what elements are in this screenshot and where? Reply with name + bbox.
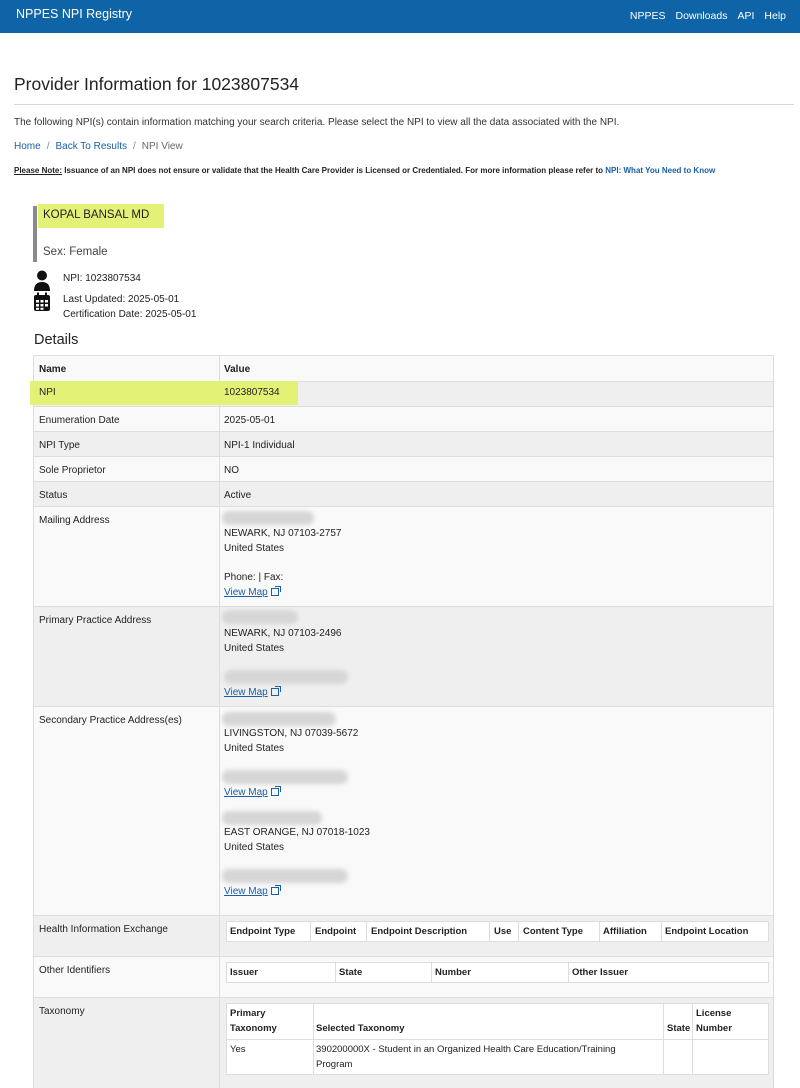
column-divider	[219, 356, 220, 381]
column-divider	[219, 457, 220, 481]
row-name: Status	[39, 490, 68, 501]
redacted-phone	[222, 770, 348, 784]
note-lead: Please Note:	[14, 166, 63, 175]
external-link-icon	[271, 887, 279, 895]
row-name: Primary Practice Address	[39, 615, 152, 626]
hie-col-endpoint-type: Endpoint Type	[230, 926, 296, 937]
column-divider	[219, 957, 220, 997]
breadcrumb	[14, 141, 183, 152]
row-value: 1023807534	[224, 387, 280, 398]
nav-downloads[interactable]: Downloads	[675, 10, 728, 22]
other-identifiers-subtable	[226, 962, 769, 983]
header-name: Name	[39, 364, 67, 375]
secondary-a-city: LIVINGSTON, NJ 07039-5672	[224, 728, 359, 739]
tax-col-selected: Selected Taxonomy	[316, 1023, 405, 1034]
calendar-icon	[33, 292, 51, 312]
mailing-phone: Phone: | Fax:	[224, 572, 284, 583]
breadcrumb-separator: /	[132, 141, 136, 152]
breadcrumb-separator: /	[46, 141, 50, 152]
brand-logo[interactable]: NPPES NPI Registry	[16, 7, 133, 21]
tax-col-primary: Primary	[230, 1008, 266, 1019]
provider-accent-bar	[33, 206, 37, 262]
row-value: 2025-05-01	[224, 415, 276, 426]
view-map-label: View Map	[224, 787, 268, 798]
top-navbar	[0, 0, 800, 33]
row-name: Mailing Address	[39, 515, 110, 526]
row-name: Sole Proprietor	[39, 465, 106, 476]
hie-col-endpoint-description: Endpoint Description	[371, 926, 468, 937]
mailing-view-map-link[interactable]	[224, 587, 279, 598]
hie-col-content-type: Content Type	[523, 926, 583, 937]
column-divider	[219, 607, 220, 706]
provider-name: KOPAL BANSAL MD	[43, 209, 150, 221]
oi-col-number: Number	[435, 967, 471, 978]
column-divider	[219, 707, 220, 915]
breadcrumb-back-to-results[interactable]: Back To Results	[55, 141, 127, 152]
tax-selected-value: Program	[316, 1059, 353, 1070]
subtable-divider	[313, 1004, 314, 1074]
title-divider	[14, 104, 794, 105]
primary-view-map-link[interactable]	[224, 687, 279, 698]
header-value: Value	[224, 364, 251, 375]
redacted-street	[222, 511, 314, 525]
please-note	[14, 166, 715, 175]
tax-col-license: Number	[696, 1023, 732, 1034]
subtable-divider	[692, 1004, 693, 1074]
nav-links	[630, 10, 786, 22]
tax-col-license: License	[696, 1008, 732, 1019]
subtable-divider	[518, 922, 519, 941]
column-divider	[219, 916, 220, 956]
column-divider	[219, 407, 220, 431]
view-map-label: View Map	[224, 587, 268, 598]
redacted-street	[222, 712, 336, 726]
taxonomy-row	[34, 997, 773, 1088]
provider-sex: Sex: Female	[43, 246, 108, 258]
hie-col-affiliation: Affiliation	[603, 926, 647, 937]
nav-api[interactable]: API	[737, 10, 755, 22]
table-row	[34, 456, 773, 481]
hie-subtable	[226, 921, 769, 942]
tax-primary-value: Yes	[230, 1044, 246, 1055]
row-name: NPI Type	[39, 440, 80, 451]
subtable-divider	[489, 922, 490, 941]
oi-col-issuer: Issuer	[230, 967, 258, 978]
hie-col-use: Use	[494, 926, 512, 937]
note-text: Issuance of an NPI does not ensure or validate that the Health Care Provider is Licensed or Credentialed. For more information please refer to	[62, 166, 606, 175]
subtable-divider	[335, 963, 336, 982]
row-value: NPI-1 Individual	[224, 440, 295, 451]
row-name: Enumeration Date	[39, 415, 120, 426]
intro-text: The following NPI(s) contain information matching your search criteria. Please select the NPI to view all the data associated with the NPI.	[14, 117, 620, 128]
row-name: Health Information Exchange	[39, 924, 168, 935]
view-map-label: View Map	[224, 886, 268, 897]
redacted-street	[222, 610, 298, 624]
primary-city: NEWARK, NJ 07103-2496	[224, 628, 342, 639]
column-divider	[219, 507, 220, 606]
other-identifiers-row	[34, 956, 773, 997]
primary-country: United States	[224, 643, 285, 654]
oi-col-state: State	[339, 967, 363, 978]
row-name: Secondary Practice Address(es)	[39, 715, 182, 726]
tax-col-primary: Taxonomy	[230, 1023, 277, 1034]
subtable-divider	[227, 1039, 768, 1040]
subtable-divider	[366, 922, 367, 941]
row-value: Active	[224, 490, 252, 501]
row-name: Other Identifiers	[39, 965, 111, 976]
redacted-phone	[222, 869, 348, 883]
npi-info-link[interactable]: NPI: What You Need to Know	[605, 166, 716, 175]
hie-col-endpoint: Endpoint	[315, 926, 357, 937]
redacted-phone	[224, 670, 348, 684]
column-divider	[219, 998, 220, 1088]
column-divider	[219, 432, 220, 456]
subtable-divider	[568, 963, 569, 982]
provider-npi: NPI: 1023807534	[63, 273, 141, 284]
redacted-street	[222, 811, 322, 825]
mailing-city: NEWARK, NJ 07103-2757	[224, 528, 342, 539]
view-map-label: View Map	[224, 687, 268, 698]
person-icon	[33, 270, 51, 292]
external-link-icon	[271, 588, 279, 596]
mailing-country: United States	[224, 543, 285, 554]
page-title: Provider Information for 1023807534	[14, 74, 300, 94]
column-divider	[219, 482, 220, 506]
external-link-icon	[271, 788, 279, 796]
row-name: NPI	[39, 387, 56, 398]
breadcrumb-home[interactable]: Home	[14, 141, 41, 152]
taxonomy-subtable	[226, 1003, 769, 1075]
secondary-b-country: United States	[224, 842, 285, 853]
secondary-b-city: EAST ORANGE, NJ 07018-1023	[224, 827, 370, 838]
oi-col-other-issuer: Other Issuer	[572, 967, 628, 978]
hie-row	[34, 915, 773, 956]
secondary-b-view-map-link[interactable]	[224, 886, 279, 897]
secondary-a-view-map-link[interactable]	[224, 787, 279, 798]
hie-col-endpoint-location: Endpoint Location	[665, 926, 749, 937]
table-row	[34, 406, 773, 431]
secondary-a-country: United States	[224, 743, 285, 754]
secondary-address-row	[34, 706, 773, 915]
mailing-address-row	[34, 506, 773, 606]
details-table	[33, 355, 774, 1088]
subtable-divider	[661, 922, 662, 941]
subtable-divider	[599, 922, 600, 941]
row-name: Taxonomy	[39, 1006, 85, 1017]
subtable-divider	[310, 922, 311, 941]
provider-certification-date: Certification Date: 2025-05-01	[63, 309, 197, 320]
breadcrumb-current: NPI View	[141, 141, 183, 152]
tax-col-state: State	[667, 1023, 691, 1034]
external-link-icon	[271, 688, 279, 696]
primary-address-row	[34, 606, 773, 706]
table-row	[34, 481, 773, 506]
table-row	[34, 431, 773, 456]
details-heading: Details	[34, 332, 79, 348]
table-header-row	[34, 356, 773, 381]
subtable-divider	[431, 963, 432, 982]
row-value: NO	[224, 465, 239, 476]
subtable-divider	[663, 1004, 664, 1074]
nav-help[interactable]: Help	[764, 10, 786, 22]
tax-selected-value: 390200000X - Student in an Organized Health Care Education/Training	[316, 1044, 616, 1055]
nav-nppes[interactable]: NPPES	[629, 10, 666, 22]
provider-last-updated: Last Updated: 2025-05-01	[63, 294, 180, 305]
